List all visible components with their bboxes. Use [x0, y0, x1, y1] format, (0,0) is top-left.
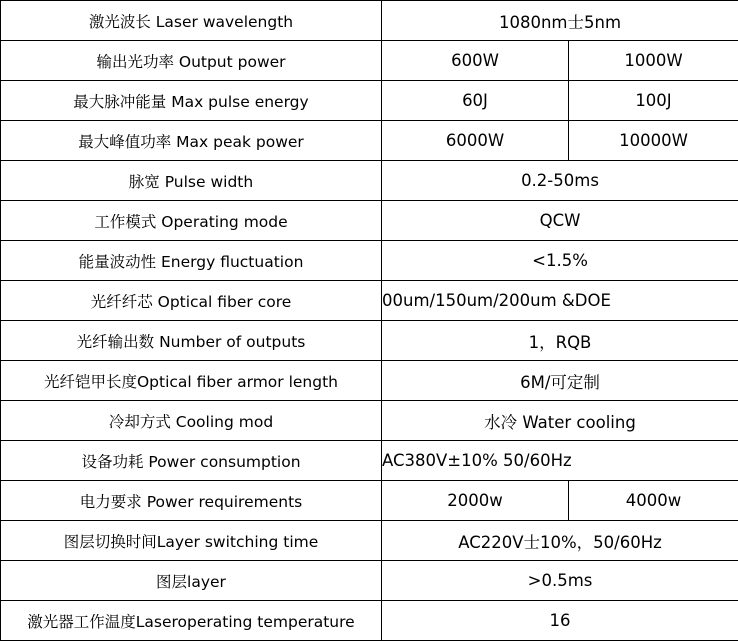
spec-label: 电力要求 Power requirements — [1, 481, 382, 521]
table-row — [1, 1, 738, 41]
spec-value: 1，RQB — [382, 321, 738, 361]
spec-value: 1080nm士5nm — [382, 1, 738, 41]
spec-label: 激光器工作温度Laseroperating temperature — [1, 601, 382, 641]
spec-value-text: 00um/150um/200um &DOE — [382, 291, 611, 310]
spec-value — [382, 281, 738, 321]
spec-label: 最大脉冲能量 Max pulse energy — [1, 81, 382, 121]
table-row — [1, 561, 738, 601]
spec-value: 600W — [382, 41, 569, 81]
table-row — [1, 521, 738, 561]
table-row — [1, 241, 738, 281]
spec-label: 图层layer — [1, 561, 382, 601]
spec-label: 光纤输出数 Number of outputs — [1, 321, 382, 361]
table-row — [1, 401, 738, 441]
spec-value: 1000W — [569, 41, 738, 81]
spec-value — [382, 441, 738, 481]
spec-value: 16 — [382, 601, 738, 641]
spec-value: 4000w — [569, 481, 738, 521]
spec-label: 设备功耗 Power consumption — [1, 441, 382, 481]
table-row — [1, 121, 738, 161]
table-row — [1, 361, 738, 401]
spec-label: 能量波动性 Energy fluctuation — [1, 241, 382, 281]
table-row — [1, 201, 738, 241]
spec-value: 2000w — [382, 481, 569, 521]
table-row — [1, 81, 738, 121]
table-row — [1, 41, 738, 81]
table-row — [1, 161, 738, 201]
spec-value: 0.2-50ms — [382, 161, 738, 201]
spec-label: 光纤铠甲长度Optical fiber armor length — [1, 361, 382, 401]
spec-label: 图层切换时间Layer switching time — [1, 521, 382, 561]
spec-value: QCW — [382, 201, 738, 241]
spec-label: 光纤纤芯 Optical fiber core — [1, 281, 382, 321]
table-row — [1, 281, 738, 321]
table-row — [1, 321, 738, 361]
spec-label: 激光波长 Laser wavelength — [1, 1, 382, 41]
spec-value: <1.5% — [382, 241, 738, 281]
spec-label: 输出光功率 Output power — [1, 41, 382, 81]
spec-value: AC220V士10%，50/60Hz — [382, 521, 738, 561]
table-row — [1, 441, 738, 481]
spec-value: 10000W — [569, 121, 738, 161]
spec-value: 水冷 Water cooling — [382, 401, 738, 441]
spec-label: 冷却方式 Cooling mod — [1, 401, 382, 441]
spec-label: 工作模式 Operating mode — [1, 201, 382, 241]
table-row — [1, 481, 738, 521]
spec-value: 60J — [382, 81, 569, 121]
spec-value: 6M/可定制 — [382, 361, 738, 401]
spec-label: 脉宽 Pulse width — [1, 161, 382, 201]
spec-label: 最大峰值功率 Max peak power — [1, 121, 382, 161]
spec-value: 100J — [569, 81, 738, 121]
spec-value: 6000W — [382, 121, 569, 161]
spec-value-text: AC380V±10% 50/60Hz — [382, 451, 572, 470]
spec-value: >0.5ms — [382, 561, 738, 601]
table-row — [1, 601, 738, 641]
